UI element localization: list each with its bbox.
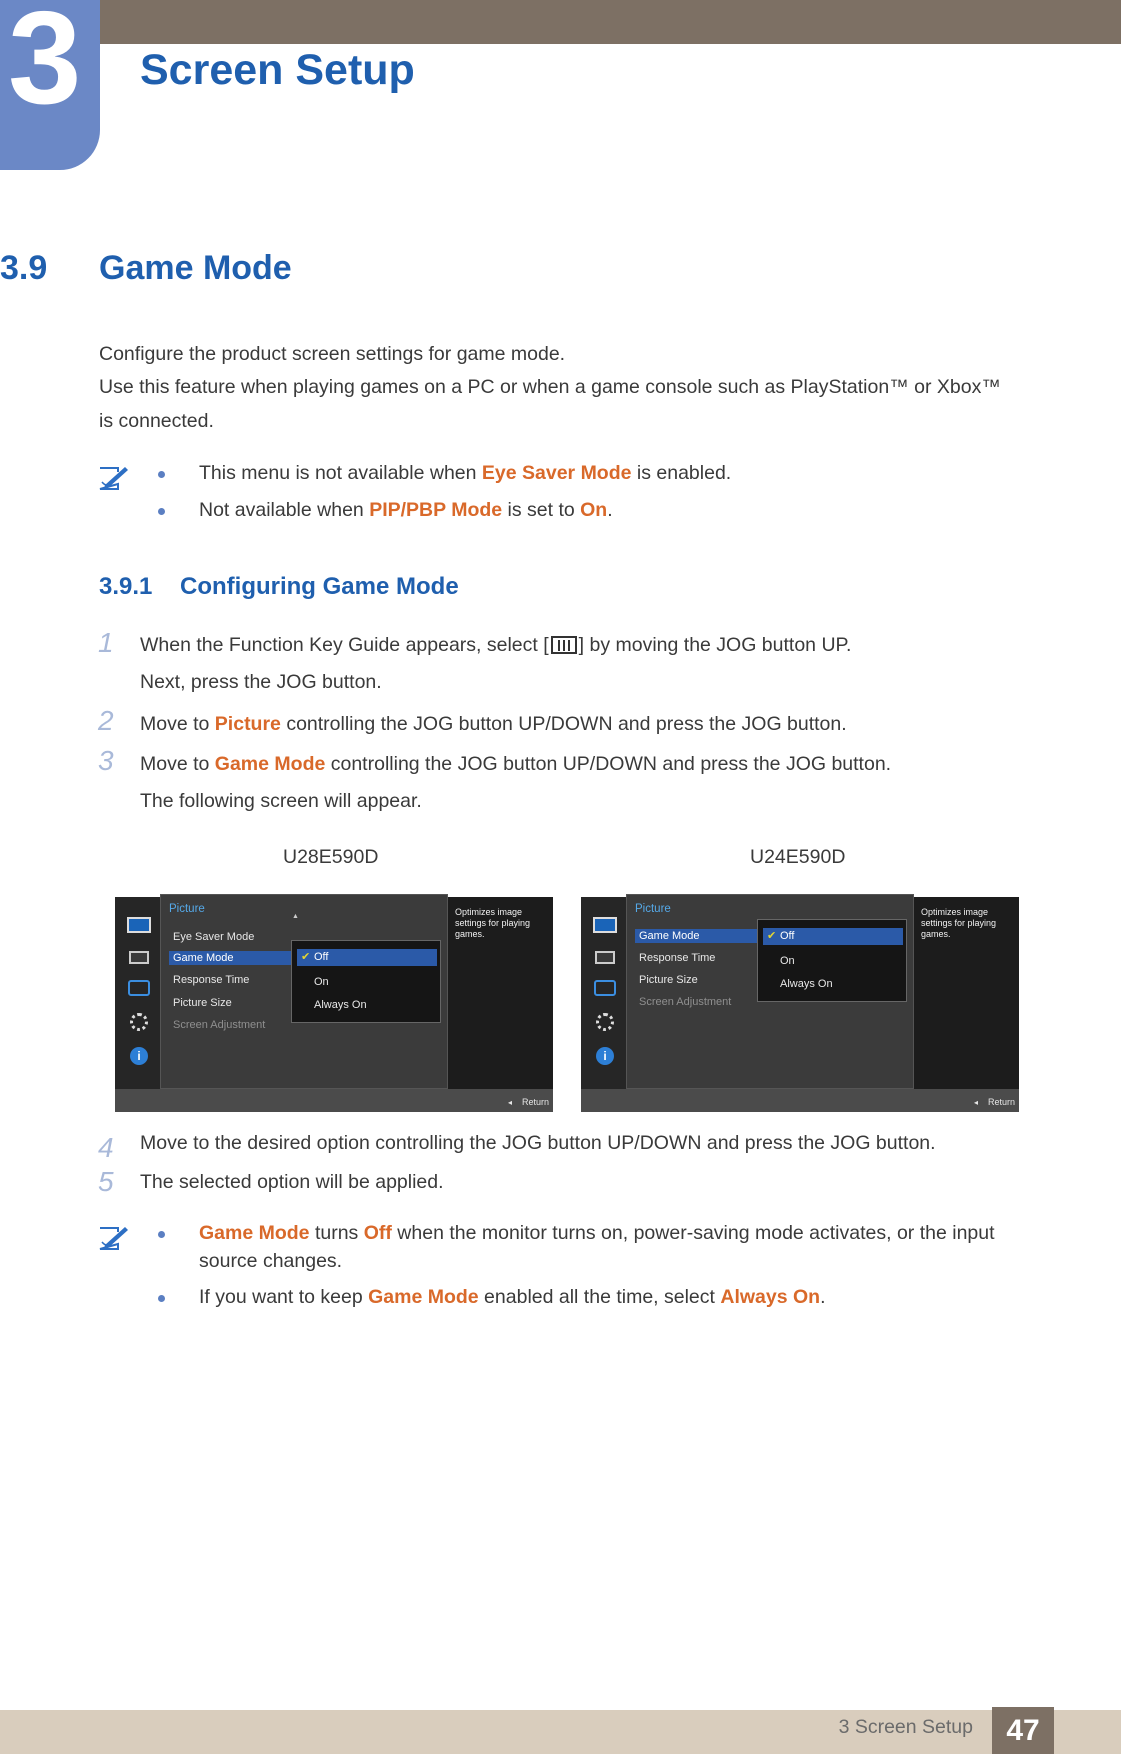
chapter-tab — [0, 0, 100, 170]
gear-icon — [130, 1013, 148, 1031]
step-number: 4 — [98, 1132, 114, 1163]
osd-menu-item-selected[interactable]: Game Mode — [169, 951, 298, 965]
highlight-picture: Picture — [214, 713, 281, 735]
highlight-on: On — [580, 499, 608, 521]
step-number: 5 — [98, 1166, 114, 1197]
note1-bullet-2 — [199, 496, 1019, 524]
note-bullet — [158, 471, 165, 478]
step-5-text: The selected option will be applied. — [140, 1171, 444, 1193]
note2-bullet-1 — [199, 1219, 1019, 1275]
highlight-game-mode: Game Mode — [368, 1286, 479, 1308]
note-text: is enabled. — [631, 462, 732, 484]
note-icon — [99, 1224, 129, 1250]
highlight-eye-saver-mode: Eye Saver Mode — [481, 462, 632, 484]
osd-menu-item[interactable]: Response Time — [639, 952, 716, 964]
return-button[interactable]: ◂ Return — [974, 1097, 1015, 1107]
step-text-part: When the Function Key Guide appears, select [ — [140, 634, 549, 656]
note-text: is set to — [502, 499, 581, 521]
osd-bottom-bar — [581, 1089, 1019, 1112]
step-text-part: controlling the JOG button UP/DOWN and press the JOG button. — [280, 713, 847, 735]
step-number: 2 — [98, 705, 114, 736]
info-icon: i — [596, 1047, 614, 1065]
step-number: 1 — [98, 627, 114, 658]
note-text: . — [820, 1286, 826, 1308]
osd-menu-item[interactable]: Picture Size — [173, 997, 232, 1009]
subsection-title-text: Configuring Game Mode — [180, 573, 459, 600]
note2-bullet-2 — [199, 1283, 1019, 1311]
osd-sidebar — [581, 897, 626, 1089]
scroll-up-icon: ▲ — [292, 913, 299, 920]
step-1-text — [140, 634, 851, 657]
step-number: 3 — [98, 745, 114, 776]
osd-menu-item[interactable]: Eye Saver Mode — [173, 931, 255, 943]
position-icon — [594, 980, 616, 996]
note-bullet — [158, 508, 165, 515]
menu-key-icon — [551, 636, 577, 654]
gear-icon — [596, 1013, 614, 1031]
chapter-number: 3 — [8, 0, 82, 131]
highlight-game-mode: Game Mode — [199, 1222, 310, 1244]
info-icon: i — [130, 1047, 148, 1065]
step-4-text: Move to the desired option controlling the JOG button UP/DOWN and press the JOG button. — [140, 1132, 936, 1154]
option-on[interactable]: On — [314, 976, 329, 988]
monitor-icon — [593, 917, 617, 933]
page-number: 47 — [992, 1707, 1054, 1754]
step-text-part: controlling the JOG button UP/DOWN and press the JOG button. — [325, 753, 892, 775]
return-button[interactable]: ◂ Return — [508, 1097, 549, 1107]
subsection-title — [99, 573, 459, 601]
osd-menu-item[interactable]: Picture Size — [639, 974, 698, 986]
picture-icon — [595, 951, 615, 964]
step-3-line-2: The following screen will appear. — [140, 790, 422, 812]
highlight-always-on: Always On — [720, 1286, 821, 1308]
osd-menu-item-selected[interactable]: Game Mode — [635, 929, 764, 943]
osd-screenshot-left — [115, 897, 553, 1112]
osd-menu-title: Picture — [635, 903, 671, 915]
section-title — [0, 249, 292, 288]
highlight-pip-pbp-mode: PIP/PBP Mode — [369, 499, 503, 521]
osd-options-popup — [291, 940, 441, 1023]
option-off[interactable]: ✔ Off — [763, 928, 903, 945]
step-text-part: Move to — [140, 713, 215, 735]
note-text: If you want to keep — [199, 1286, 369, 1308]
step-1-line-2: Next, press the JOG button. — [140, 671, 382, 693]
intro-line-3: is connected. — [99, 410, 214, 432]
note-text: enabled all the time, select — [478, 1286, 721, 1308]
chapter-title: Screen Setup — [140, 46, 415, 94]
step-text-part: Move to — [140, 753, 215, 775]
note-bullet — [158, 1231, 165, 1238]
intro-line-2: Use this feature when playing games on a PC or when a game console such as PlayStation™ or Xbox™ — [99, 376, 1001, 398]
osd-sidebar — [115, 897, 160, 1089]
step-2-text — [140, 713, 847, 736]
note-bullet — [158, 1295, 165, 1302]
note-text: turns — [309, 1222, 364, 1244]
note1-bullet-1 — [199, 459, 1019, 487]
osd-menu-item[interactable]: Response Time — [173, 974, 250, 986]
osd-screenshot-right — [581, 897, 1019, 1112]
option-on[interactable]: On — [780, 955, 795, 967]
model-label-left: U28E590D — [283, 846, 379, 868]
subsection-number: 3.9.1 — [99, 573, 153, 600]
osd-options-popup — [757, 919, 907, 1002]
option-always-on[interactable]: Always On — [780, 978, 833, 990]
osd-bottom-bar — [115, 1089, 553, 1112]
highlight-game-mode: Game Mode — [214, 753, 326, 775]
osd-menu-title: Picture — [169, 903, 205, 915]
note-text: when the monitor turns on, power-saving mode activates, or the input source changes. — [199, 1222, 995, 1272]
osd-description: Optimizes image settings for playing games. — [921, 907, 997, 939]
option-always-on[interactable]: Always On — [314, 999, 367, 1011]
model-label-right: U24E590D — [750, 846, 846, 868]
note-icon — [99, 464, 129, 490]
step-3-text — [140, 753, 891, 776]
monitor-icon — [127, 917, 151, 933]
highlight-off: Off — [363, 1222, 392, 1244]
osd-menu-item-disabled: Screen Adjustment — [173, 1019, 266, 1031]
note-text: This menu is not available when — [199, 462, 482, 484]
note-text: Not available when — [199, 499, 370, 521]
section-number: 3.9 — [0, 249, 48, 287]
section-title-text: Game Mode — [99, 249, 292, 287]
footer-chapter-label: 3 Screen Setup — [838, 1716, 973, 1738]
header-bar — [0, 0, 1121, 44]
osd-description: Optimizes image settings for playing games. — [455, 907, 531, 939]
note-text: . — [607, 499, 613, 521]
picture-icon — [129, 951, 149, 964]
osd-menu-item-disabled: Screen Adjustment — [639, 996, 732, 1008]
option-off[interactable]: ✔ Off — [297, 949, 437, 966]
intro-line-1: Configure the product screen settings for game mode. — [99, 343, 566, 365]
position-icon — [128, 980, 150, 996]
step-text-part: ] by moving the JOG button UP. — [578, 634, 852, 656]
